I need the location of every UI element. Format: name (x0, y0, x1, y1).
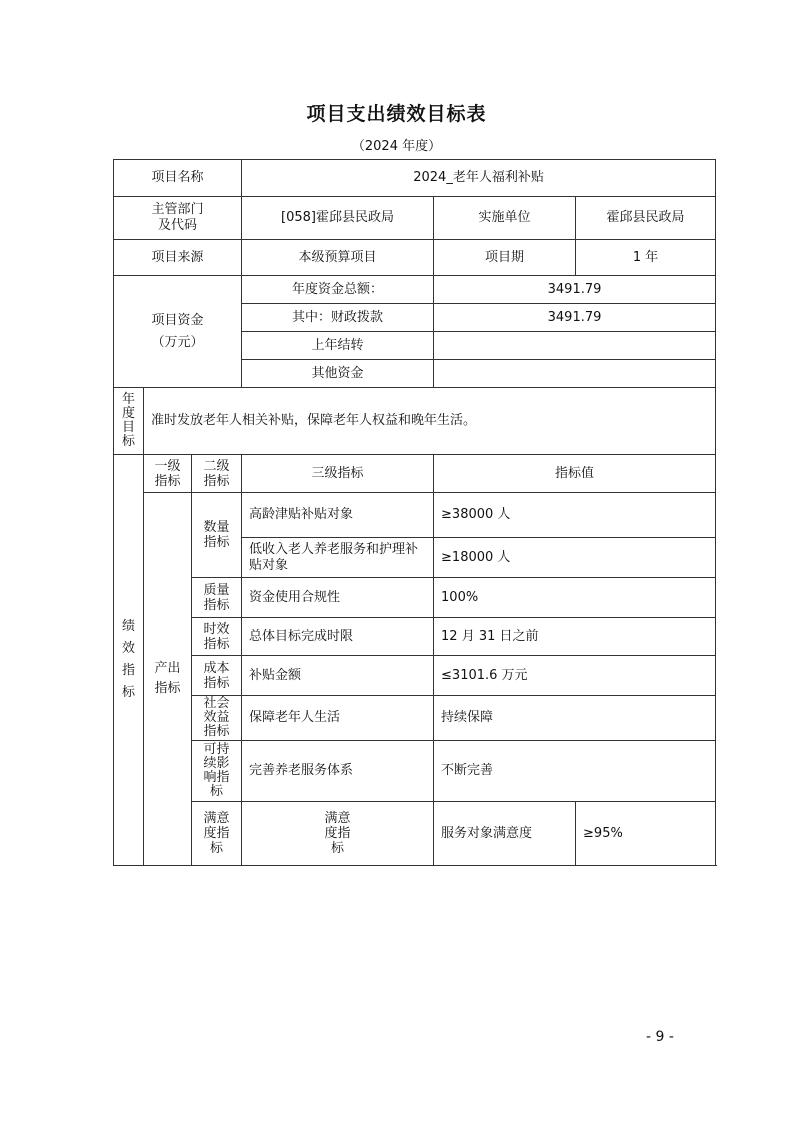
source-value: 本级预算项目 (242, 240, 434, 276)
row-quantity-1 (114, 493, 716, 538)
row-quality (114, 578, 716, 618)
fund-total-label: 年度资金总额： (242, 276, 434, 304)
row-social (114, 696, 716, 741)
satisfaction-level2-label: 满意度指标 (242, 802, 434, 866)
row-cost (114, 656, 716, 696)
annual-goal-value: 准时发放老年人相关补贴，保障老年人权益和晚年生活。 (144, 388, 716, 455)
social-label: 社会效益指标 (192, 696, 242, 741)
quantity-1-name: 高龄津贴补贴对象 (242, 493, 434, 538)
row-sustainable (114, 741, 716, 802)
row-project-name (114, 160, 716, 197)
timeliness-value: 12 月 31 日之前 (434, 618, 716, 656)
quality-name: 资金使用合规性 (242, 578, 434, 618)
page-number: - 9 - (646, 1029, 674, 1045)
cost-label: 成本指标 (192, 656, 242, 696)
row-fund-total (114, 276, 716, 304)
header-level2: 二级指标 (192, 455, 242, 493)
indicators-label: 绩效指标 (114, 455, 144, 866)
satisfaction-level1-label: 满意度指标 (192, 802, 242, 866)
row-satisfaction (114, 802, 716, 866)
department-value: [058]霍邱县民政局 (242, 197, 434, 240)
sustainable-value: 不断完善 (434, 741, 716, 802)
fund-carryover-label: 上年结转 (242, 332, 434, 360)
funds-label: 项目资金（万元） (114, 276, 242, 388)
header-value: 指标值 (434, 455, 716, 493)
cost-value: ≤3101.6 万元 (434, 656, 716, 696)
quantity-1-value: ≥38000 人 (434, 493, 716, 538)
sustainable-label: 可持续影响指标 (192, 741, 242, 802)
cost-name: 补贴金额 (242, 656, 434, 696)
timeliness-label: 时效指标 (192, 618, 242, 656)
quantity-2-value: ≥18000 人 (434, 538, 716, 578)
fund-other-label: 其他资金 (242, 360, 434, 388)
social-name: 保障老年人生活 (242, 696, 434, 741)
quantity-2-name: 低收入老人养老服务和护理补贴对象 (242, 538, 434, 578)
page-title: 项目支出绩效目标表 (306, 103, 487, 125)
period-label: 项目期 (434, 240, 576, 276)
row-department (114, 197, 716, 240)
fund-fiscal-label: 其中：财政拨款 (242, 304, 434, 332)
row-source (114, 240, 716, 276)
project-name-label: 项目名称 (114, 160, 242, 197)
impl-unit-label: 实施单位 (434, 197, 576, 240)
fund-carryover-value (434, 332, 716, 360)
quantity-label: 数量指标 (192, 493, 242, 578)
social-value: 持续保障 (434, 696, 716, 741)
annual-goal-label: 年度目标 (114, 388, 144, 455)
department-label: 主管部门及代码 (114, 197, 242, 240)
row-timeliness (114, 618, 716, 656)
impl-unit-value: 霍邱县民政局 (576, 197, 716, 240)
header-level1: 一级指标 (144, 455, 192, 493)
project-name-value: 2024_老年人福利补贴 (242, 160, 716, 197)
fund-total-value: 3491.79 (434, 276, 716, 304)
fund-fiscal-value: 3491.79 (434, 304, 716, 332)
quality-value: 100% (434, 578, 716, 618)
period-value: 1 年 (576, 240, 716, 276)
sustainable-name: 完善养老服务体系 (242, 741, 434, 802)
header-level3: 三级指标 (242, 455, 434, 493)
performance-table (113, 159, 716, 866)
source-label: 项目来源 (114, 240, 242, 276)
satisfaction-name: 服务对象满意度 (434, 802, 576, 866)
row-annual-goal (114, 388, 716, 455)
row-indicator-headers (114, 455, 716, 493)
timeliness-name: 总体目标完成时限 (242, 618, 434, 656)
fund-other-value (434, 360, 716, 388)
quality-label: 质量指标 (192, 578, 242, 618)
satisfaction-value: ≥95% (576, 802, 716, 866)
output-label: 产出指标 (144, 493, 192, 866)
year-subtitle: （2024 年度） (351, 139, 442, 154)
